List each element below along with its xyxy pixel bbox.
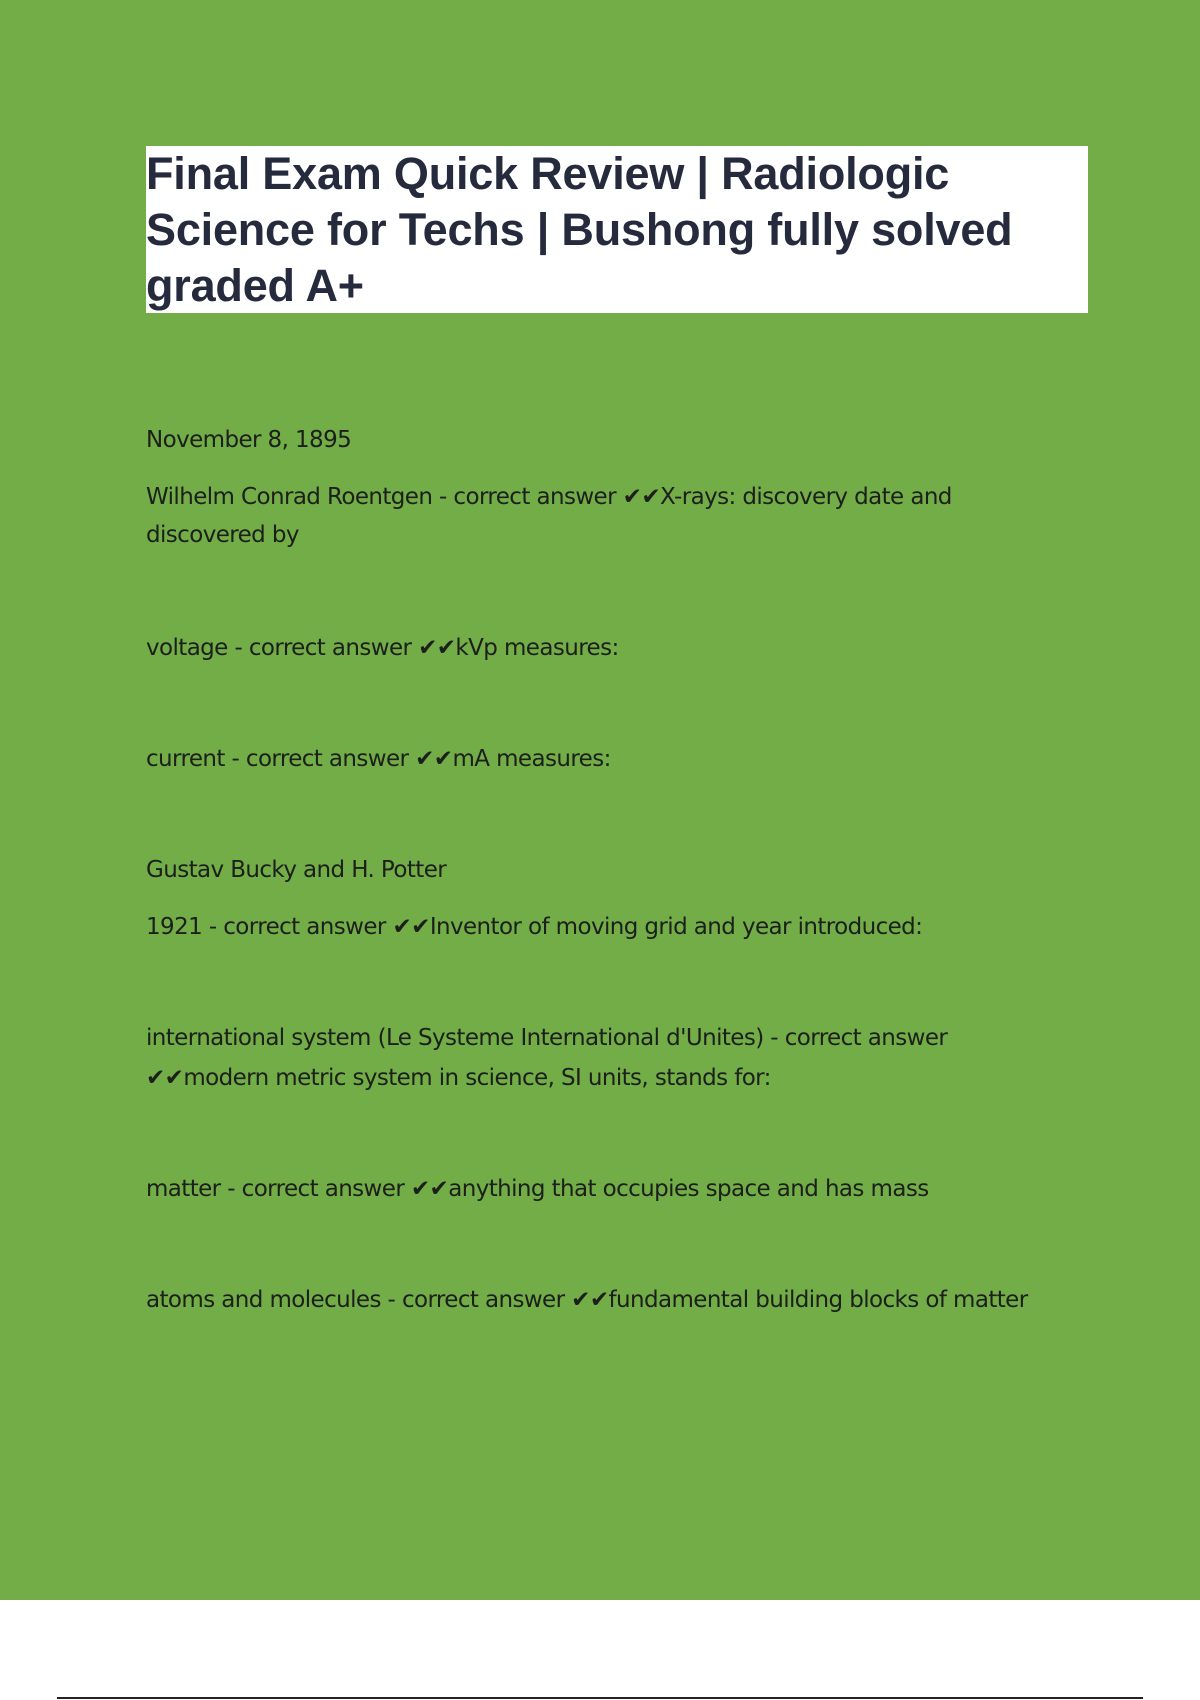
qa-line: ✔✔modern metric system in science, SI units, stands for: <box>146 1065 771 1091</box>
qa-line: atoms and molecules - correct answer ✔✔fundamental building blocks of matter <box>146 1287 1028 1313</box>
qa-line: international system (Le Systeme International d'Unites) - correct answer <box>146 1025 948 1051</box>
qa-line: November 8, 1895 <box>146 427 352 453</box>
qa-line: discovered by <box>146 522 299 548</box>
qa-line: Wilhelm Conrad Roentgen - correct answer ✔✔X-rays: discovery date and <box>146 484 952 510</box>
title-line-3: graded A+ <box>146 260 364 311</box>
qa-line: current - correct answer ✔✔mA measures: <box>146 746 611 772</box>
footer-divider <box>57 1697 1143 1699</box>
page-title <box>146 146 1088 314</box>
title-line-2: Science for Techs | Bushong fully solved <box>146 204 1013 255</box>
qa-line: matter - correct answer ✔✔anything that occupies space and has mass <box>146 1176 929 1202</box>
title-line-1: Final Exam Quick Review | Radiologic <box>146 148 950 199</box>
qa-line: Gustav Bucky and H. Potter <box>146 857 447 883</box>
qa-line: 1921 - correct answer ✔✔Inventor of moving grid and year introduced: <box>146 914 923 940</box>
title-box <box>146 146 1088 313</box>
qa-line: voltage - correct answer ✔✔kVp measures: <box>146 635 619 661</box>
